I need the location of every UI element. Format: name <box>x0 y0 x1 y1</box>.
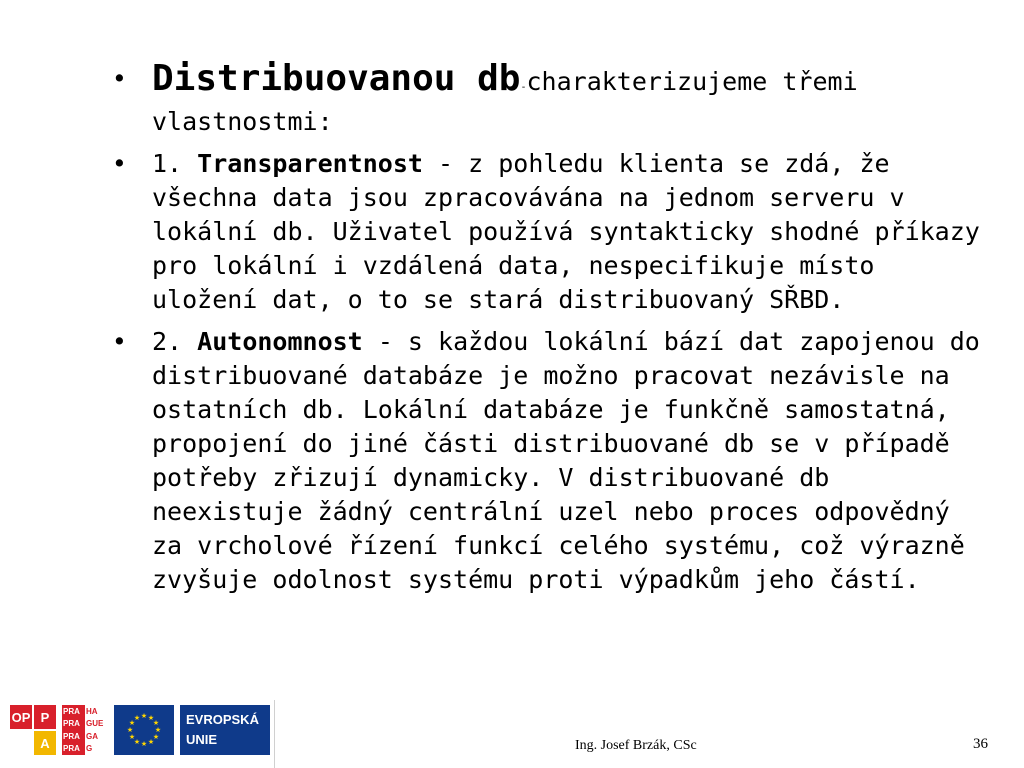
eu-stars-icon <box>114 705 174 755</box>
svg-text:★: ★ <box>147 714 155 722</box>
svg-text:★: ★ <box>154 726 162 734</box>
bullet-transparency <box>112 147 992 317</box>
praha-cell: GA <box>85 730 108 743</box>
bullet-autonomy <box>112 325 992 597</box>
bullet-lead: Distribuovanou db <box>152 58 521 99</box>
opp-cell: A <box>34 731 56 755</box>
svg-text:★: ★ <box>133 738 141 746</box>
bullet-text: - s každou lokální bází dat zapojenou do distribuované databáze je možno pracovat nezávisle na ostatních db. Lokální databáze je funkčně samostatná, propojení do jiné části distribuované db se v případě potřeby zřizují dynamicky. V distribuované db neexistuje žádný centrální uzel nebo proces odpovědný za vrcholové řízení funkcí celého systému, což výrazně zvyšuje odolnost systému proti výpadkům jeho částí. <box>152 327 980 594</box>
bullet-definition <box>112 58 992 139</box>
praha-cell: PRA <box>62 718 85 731</box>
opp-cell <box>10 731 32 755</box>
svg-text:★: ★ <box>128 733 136 741</box>
svg-text:★: ★ <box>128 719 136 727</box>
praha-cell: GUE <box>85 718 108 731</box>
bullet-text: - z pohledu klienta se zdá, že všechna data jsou zpracovávána na jednom serveru v lokální db. Uživatel používá syntakticky shodné příkazy pro lokální i vzdálená data, nespecifikuje místo uložení dat, o to se stará distribuovaný SŘBD. <box>152 149 980 314</box>
svg-text:★: ★ <box>126 726 134 734</box>
footer-divider <box>274 700 275 768</box>
praha-logo <box>62 705 108 755</box>
svg-text:★: ★ <box>152 733 160 741</box>
slide-content <box>112 58 992 605</box>
opp-logo <box>10 705 56 755</box>
footer-logos <box>10 705 270 755</box>
svg-text:★: ★ <box>152 719 160 727</box>
bullet-term: Transparentnost <box>197 149 423 178</box>
bullet-number: 1. <box>152 149 183 178</box>
eu-label-line1: EVROPSKÁ <box>186 712 259 727</box>
svg-text:★: ★ <box>133 714 141 722</box>
praha-cell: PRA <box>62 730 85 743</box>
bullet-term: Autonomnost <box>197 327 363 356</box>
page-number: 36 <box>973 736 988 752</box>
eu-label-line2: UNIE <box>186 732 218 747</box>
praha-cell: G <box>85 743 108 756</box>
bullet-number: 2. <box>152 327 183 356</box>
svg-text:★: ★ <box>140 712 148 720</box>
svg-text:★: ★ <box>147 738 155 746</box>
praha-cell: PRA <box>62 743 85 756</box>
opp-cell: P <box>34 705 56 729</box>
opp-cell: OP <box>10 705 32 729</box>
eu-label <box>180 705 270 755</box>
eu-flag-icon <box>114 705 174 755</box>
praha-cell: HA <box>85 705 108 718</box>
svg-text:★: ★ <box>140 740 148 748</box>
bullet-text: charakterizujeme třemi vlastnostmi: <box>152 67 858 136</box>
footer-author: Ing. Josef Brzák, CSc <box>575 738 697 753</box>
bullet-separator: - <box>520 82 527 93</box>
praha-cell: PRA <box>62 705 85 718</box>
